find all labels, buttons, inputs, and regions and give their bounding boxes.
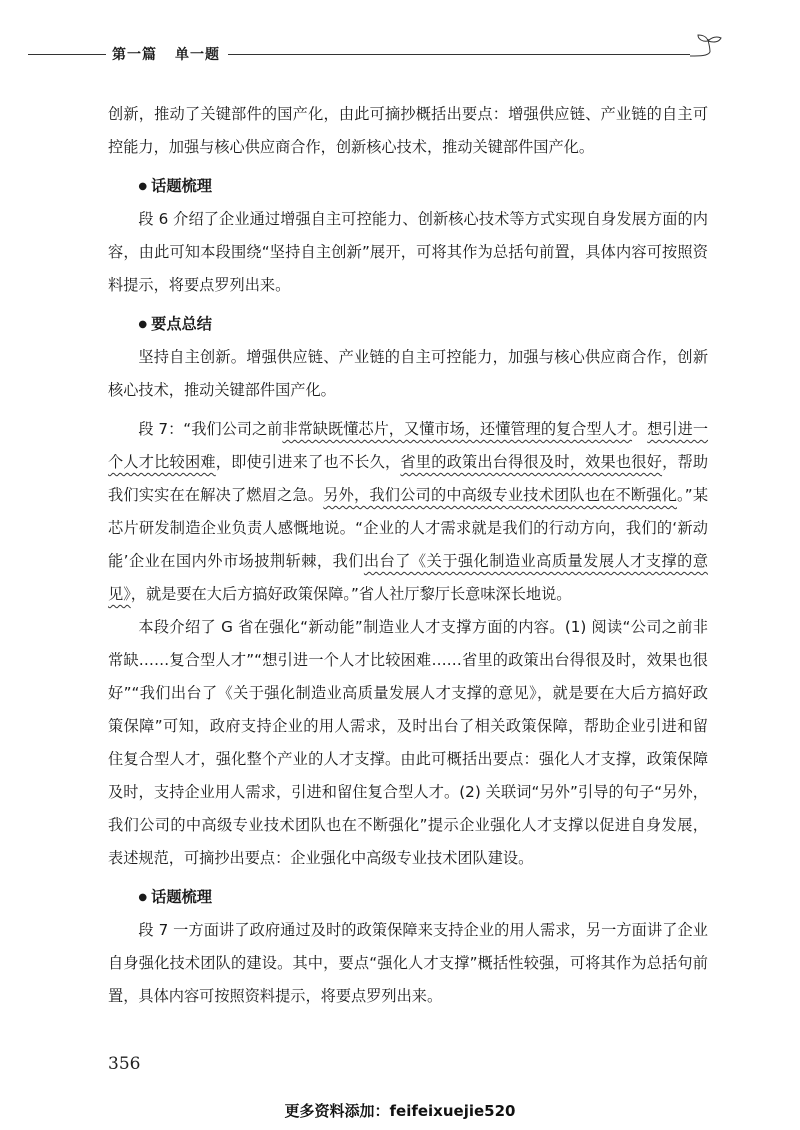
- section-heading-summary: [108, 308, 708, 341]
- header-title: [112, 44, 220, 64]
- bullet-icon: ●: [138, 892, 148, 903]
- text-run: ，即使引进来了也不长久，: [215, 453, 401, 471]
- text-run: ，就是要在大后方搞好政策保障。”省人社厅黎厅长意味深长地说。: [130, 585, 572, 603]
- heading-text: 要点总结: [151, 315, 212, 333]
- page-number: 356: [108, 1054, 141, 1074]
- underlined-phrase: 想引进一个人才比较困难: [108, 420, 709, 471]
- underlined-phrase: 非常缺既懂芯片，又懂市场，还懂管理的复合型人才: [282, 420, 633, 438]
- heading-text: 话题梳理: [151, 888, 212, 906]
- section-heading-topic-review-2: [108, 881, 708, 914]
- paragraph-summary: 坚持自主创新。增强供应链、产业链的自主可控能力，加强与核心供应商合作，创新核心技术，推动关键部件国产化。: [108, 348, 708, 399]
- header-rule-right: [228, 54, 690, 55]
- paragraph-analysis-6: 段 6 介绍了企业通过增强自主可控能力、创新核心技术等方式实现自身发展方面的内容，由此可知本段围绕“坚持自主创新”展开，可将其作为总括句前置，具体内容可按照资料提示，将要点罗列出来。: [108, 210, 708, 294]
- bullet-icon: ●: [138, 319, 148, 330]
- header-part: 第一篇: [112, 47, 157, 63]
- underlined-phrase: 出台了《关于强化制造业高质量发展人才支撑的意见》: [108, 552, 709, 603]
- underlined-phrase: 另外，我们公司的中高级专业技术团队也在不断强化: [323, 486, 677, 504]
- header-section: 单一题: [175, 47, 220, 63]
- paragraph-source-7: [108, 413, 708, 611]
- paragraph-topic-7: 段 7 一方面讲了政府通过及时的政策保障来支持企业的用人需求，另一方面讲了企业自身强化技术团队的建设。其中，要点“强化人才支撑”概括性较强，可将其作为总括句前置，具体内容可按照资料提示，将要点罗列出来。: [108, 921, 708, 1005]
- text-run: 。”某芯片研发制造企业负责人感慨地说。“企业的人才需求就是我们的行动方向，我们的‘新动能’企业在国内外市场披荆斩棘，我们: [108, 486, 709, 570]
- bullet-icon: ●: [138, 181, 148, 192]
- section-heading-topic-review: [108, 170, 708, 203]
- paragraph-analysis-7: 本段介绍了 G 省在强化“新动能”制造业人才支撑方面的内容。(1) 阅读“公司之前非常缺……复合型人才”“想引进一个人才比较困难……省里的政策出台得很及时，效果也很好”“我们出台了《关于强化制造业高质量发展人才支撑的意见》，就是要在大后方搞好政策保障”可知，政府支持企业的用人需求，及时出台了相关政策保障，帮助企业引进和留住复合型人才，强化整个产业的人才支撑。由此可概括出要点：强化人才支撑，政策保障及时，支持企业用人需求，引进和留住复合型人才。(2) 关联词“另外”引导的句子“另外，我们公司的中高级专业技术团队也在不断强化”提示企业强化人才支撑以促进自身发展，表述规范，可摘抄出要点：企业强化中高级专业技术团队建设。: [108, 618, 708, 867]
- document-body: [108, 98, 708, 1013]
- sprout-icon: [688, 32, 724, 60]
- header-rule-left: [28, 54, 106, 55]
- text-run: 。: [632, 420, 648, 438]
- text-run: ，帮助我们实实在在解决了燃眉之急。: [108, 453, 709, 504]
- heading-text: 话题梳理: [151, 177, 212, 195]
- underlined-phrase: 省里的政策出台得很及时，效果也很好: [400, 453, 663, 471]
- paragraph-continued: 创新，推动了关键部件的国产化，由此可摘抄概括出要点：增强供应链、产业链的自主可控能力，加强与核心供应商合作，创新核心技术，推动关键部件国产化。: [108, 105, 708, 156]
- footer-note: 更多资料添加：feifeixuejie520: [284, 1102, 516, 1120]
- text-run: 段 7：“我们公司之前: [138, 420, 283, 438]
- page-header: [28, 30, 720, 63]
